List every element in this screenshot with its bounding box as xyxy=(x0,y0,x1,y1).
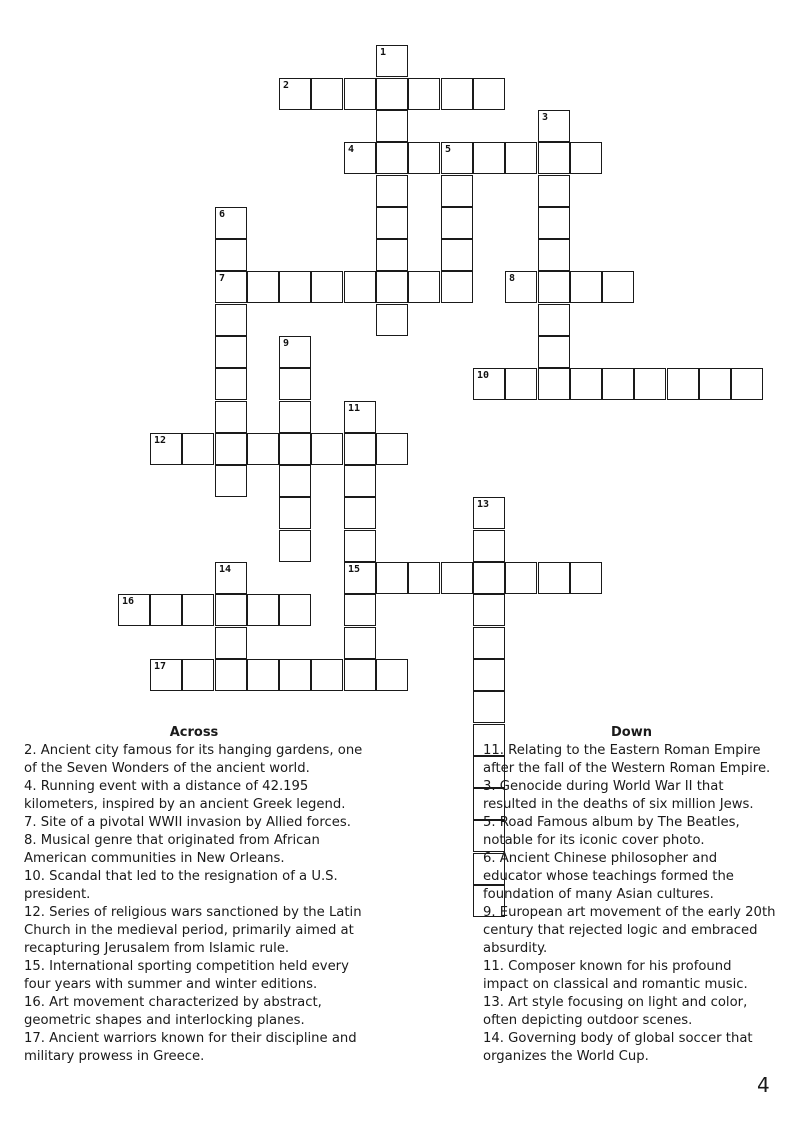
down-clue: 5. Road Famous album by The Beatles, notable for its iconic cover photo. xyxy=(483,815,740,848)
grid-cell[interactable] xyxy=(279,336,311,368)
grid-cell[interactable] xyxy=(344,401,376,433)
grid-cell[interactable] xyxy=(279,530,311,562)
grid-cell[interactable] xyxy=(441,239,473,271)
grid-cell[interactable] xyxy=(118,594,150,626)
grid-cell[interactable] xyxy=(376,239,408,271)
grid-cell[interactable] xyxy=(473,562,505,594)
grid-cell[interactable] xyxy=(376,45,408,77)
grid-cell[interactable] xyxy=(215,368,247,400)
grid-cell[interactable] xyxy=(311,78,343,110)
grid-cell[interactable] xyxy=(279,659,311,691)
grid-cell[interactable] xyxy=(376,175,408,207)
down-clue: 13. Art style focusing on light and color, often depicting outdoor scenes. xyxy=(483,995,748,1028)
grid-cell[interactable] xyxy=(505,368,537,400)
grid-cell[interactable] xyxy=(408,142,440,174)
clue-number: 8 xyxy=(509,273,516,284)
grid-cell[interactable] xyxy=(505,142,537,174)
grid-cell[interactable] xyxy=(473,78,505,110)
clue-number: 16 xyxy=(122,596,135,607)
across-clue: 7. Site of a pivotal WWII invasion by Allied forces. xyxy=(24,815,351,830)
grid-cell[interactable] xyxy=(182,594,214,626)
grid-cell[interactable] xyxy=(344,497,376,529)
grid-cell[interactable] xyxy=(473,659,505,691)
grid-cell[interactable] xyxy=(473,530,505,562)
grid-cell[interactable] xyxy=(344,594,376,626)
grid-cell[interactable] xyxy=(247,659,279,691)
grid-cell[interactable] xyxy=(279,465,311,497)
grid-cell[interactable] xyxy=(441,562,473,594)
grid-cell[interactable] xyxy=(279,433,311,465)
across-clues-column xyxy=(24,724,364,1066)
grid-cell[interactable] xyxy=(215,594,247,626)
grid-cell[interactable] xyxy=(538,142,570,174)
grid-cell[interactable] xyxy=(215,627,247,659)
grid-cell[interactable] xyxy=(344,627,376,659)
grid-cell[interactable] xyxy=(279,368,311,400)
across-clue: 2. Ancient city famous for its hanging gardens, one of the Seven Wonders of the ancient world. xyxy=(24,743,363,776)
grid-cell[interactable] xyxy=(344,271,376,303)
grid-cell[interactable] xyxy=(279,401,311,433)
grid-cell[interactable] xyxy=(311,271,343,303)
grid-cell[interactable] xyxy=(376,271,408,303)
grid-cell[interactable] xyxy=(408,271,440,303)
clue-number: 15 xyxy=(348,564,361,575)
grid-cell[interactable] xyxy=(667,368,699,400)
grid-cell[interactable] xyxy=(247,594,279,626)
grid-cell[interactable] xyxy=(344,562,376,594)
grid-cell[interactable] xyxy=(376,110,408,142)
grid-cell[interactable] xyxy=(215,336,247,368)
grid-cell[interactable] xyxy=(150,659,182,691)
grid-cell[interactable] xyxy=(376,659,408,691)
clue-number: 5 xyxy=(445,144,452,155)
page-number: 4 xyxy=(757,1073,770,1097)
across-clue: 4. Running event with a distance of 42.195 kilometers, inspired by an ancient Greek legend. xyxy=(24,779,346,812)
clue-number: 9 xyxy=(283,338,290,349)
down-clue: 9. European art movement of the early 20th century that rejected logic and embraced absurdity. xyxy=(483,905,776,956)
down-clues-column xyxy=(483,724,780,1066)
grid-cell[interactable] xyxy=(538,271,570,303)
grid-cell[interactable] xyxy=(538,304,570,336)
grid-cell[interactable] xyxy=(441,175,473,207)
grid-cell[interactable] xyxy=(182,659,214,691)
grid-cell[interactable] xyxy=(376,78,408,110)
down-clue: 6. Ancient Chinese philosopher and educator whose teachings formed the foundation of many Asian cultures. xyxy=(483,851,734,902)
grid-cell[interactable] xyxy=(279,271,311,303)
grid-cell[interactable] xyxy=(215,401,247,433)
across-clue: 15. International sporting competition held every four years with summer and winter editions. xyxy=(24,959,349,992)
grid-cell[interactable] xyxy=(731,368,763,400)
clue-number: 14 xyxy=(219,564,232,575)
across-clue: 10. Scandal that led to the resignation of a U.S. president. xyxy=(24,869,338,902)
grid-cell[interactable] xyxy=(473,497,505,529)
grid-cell[interactable] xyxy=(602,368,634,400)
grid-cell[interactable] xyxy=(570,271,602,303)
grid-cell[interactable] xyxy=(279,78,311,110)
grid-cell[interactable] xyxy=(570,368,602,400)
grid-cell[interactable] xyxy=(699,368,731,400)
grid-cell[interactable] xyxy=(150,594,182,626)
grid-cell[interactable] xyxy=(344,142,376,174)
grid-cell[interactable] xyxy=(505,562,537,594)
grid-cell[interactable] xyxy=(215,659,247,691)
grid-cell[interactable] xyxy=(376,304,408,336)
down-clue: 14. Governing body of global soccer that organizes the World Cup. xyxy=(483,1031,753,1064)
grid-cell[interactable] xyxy=(538,175,570,207)
grid-cell[interactable] xyxy=(538,239,570,271)
grid-cell[interactable] xyxy=(473,627,505,659)
down-clue: 11. Relating to the Eastern Roman Empire after the fall of the Western Roman Empire. xyxy=(483,743,771,776)
grid-cell[interactable] xyxy=(473,368,505,400)
grid-cell[interactable] xyxy=(538,110,570,142)
grid-cell[interactable] xyxy=(215,304,247,336)
grid-cell[interactable] xyxy=(570,562,602,594)
grid-cell[interactable] xyxy=(505,271,537,303)
across-clue: 8. Musical genre that originated from African American communities in New Orleans. xyxy=(24,833,320,866)
grid-cell[interactable] xyxy=(215,239,247,271)
grid-cell[interactable] xyxy=(344,465,376,497)
clue-number: 2 xyxy=(283,80,290,91)
grid-cell[interactable] xyxy=(441,142,473,174)
clue-number: 17 xyxy=(154,661,167,672)
grid-cell[interactable] xyxy=(279,497,311,529)
grid-cell[interactable] xyxy=(473,594,505,626)
down-clue: 3. Genocide during World War II that resulted in the deaths of six million Jews. xyxy=(483,779,754,812)
grid-cell[interactable] xyxy=(538,562,570,594)
grid-cell[interactable] xyxy=(408,562,440,594)
grid-cell[interactable] xyxy=(634,368,666,400)
grid-cell[interactable] xyxy=(441,207,473,239)
across-clue: 16. Art movement characterized by abstract, geometric shapes and interlocking planes. xyxy=(24,995,322,1028)
grid-cell[interactable] xyxy=(344,659,376,691)
grid-cell[interactable] xyxy=(344,530,376,562)
grid-cell[interactable] xyxy=(215,562,247,594)
grid-cell[interactable] xyxy=(215,433,247,465)
clue-number: 10 xyxy=(477,370,490,381)
grid-cell[interactable] xyxy=(247,433,279,465)
clue-number: 1 xyxy=(380,47,387,58)
grid-cell[interactable] xyxy=(376,142,408,174)
grid-cell[interactable] xyxy=(182,433,214,465)
grid-cell[interactable] xyxy=(376,562,408,594)
grid-cell[interactable] xyxy=(215,271,247,303)
grid-cell[interactable] xyxy=(344,433,376,465)
grid-cell[interactable] xyxy=(602,271,634,303)
grid-cell[interactable] xyxy=(570,142,602,174)
grid-cell[interactable] xyxy=(538,368,570,400)
grid-cell[interactable] xyxy=(473,142,505,174)
grid-cell[interactable] xyxy=(247,271,279,303)
grid-cell[interactable] xyxy=(376,207,408,239)
clue-number: 11 xyxy=(348,403,361,414)
grid-cell[interactable] xyxy=(215,207,247,239)
down-heading: Down xyxy=(611,725,652,740)
grid-cell[interactable] xyxy=(441,78,473,110)
clue-number: 7 xyxy=(219,273,226,284)
grid-cell[interactable] xyxy=(441,271,473,303)
down-clue: 11. Composer known for his profound impact on classical and romantic music. xyxy=(483,959,748,992)
across-heading: Across xyxy=(169,725,219,740)
grid-cell[interactable] xyxy=(279,594,311,626)
clue-number: 4 xyxy=(348,144,355,155)
grid-cell[interactable] xyxy=(473,691,505,723)
clue-number: 12 xyxy=(154,435,167,446)
grid-cell[interactable] xyxy=(538,207,570,239)
grid-cell[interactable] xyxy=(376,433,408,465)
clue-number: 13 xyxy=(477,499,490,510)
grid-cell[interactable] xyxy=(311,659,343,691)
across-clue: 17. Ancient warriors known for their discipline and military prowess in Greece. xyxy=(24,1031,357,1064)
grid-cell[interactable] xyxy=(215,465,247,497)
grid-cell[interactable] xyxy=(538,336,570,368)
across-clue: 12. Series of religious wars sanctioned by the Latin Church in the medieval period, primarily aimed at recapturing Jerusalem from Islamic rule. xyxy=(24,905,362,956)
grid-cell[interactable] xyxy=(408,78,440,110)
clue-number: 6 xyxy=(219,209,226,220)
grid-cell[interactable] xyxy=(150,433,182,465)
grid-cell[interactable] xyxy=(311,433,343,465)
clue-number: 3 xyxy=(542,112,549,123)
grid-cell[interactable] xyxy=(344,78,376,110)
